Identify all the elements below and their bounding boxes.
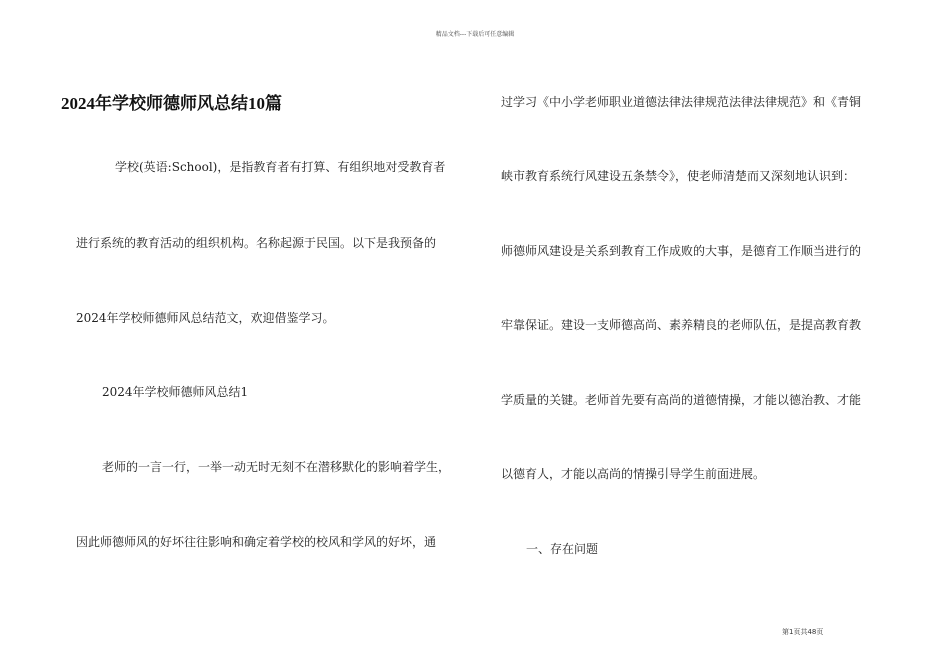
section-heading: 2024年学校师德师风总结1 <box>102 385 249 399</box>
page-number: 第1页共48页 <box>782 628 824 636</box>
paragraph-line: 2024年学校师德师风总结范文，欢迎借鉴学习。 <box>76 311 335 325</box>
paragraph-line: 老师的一言一行，一举一动无时无刻不在潜移默化的影响着学生， <box>102 460 451 474</box>
paragraph-line: 以德育人，才能以高尚的情操引导学生前面进展。 <box>501 467 766 481</box>
paragraph-line: 学校(英语:School)，是指教育者有打算、有组织地对受教育者 <box>115 160 446 174</box>
paragraph-line: 峡市教育系统行风建设五条禁令》，使老师清楚而又深刻地认识到： <box>501 169 856 183</box>
page-header-note: 精品文档---下载后可任意编辑 <box>435 31 515 38</box>
section-heading: 一、存在问题 <box>526 542 599 556</box>
paragraph-line: 学质量的关键。老师首先要有高尚的道德情操，才能以德治教、才能 <box>501 393 862 407</box>
paragraph-line: 过学习《中小学老师职业道德法律法律规范法律法律规范》和《青铜 <box>501 95 862 109</box>
paragraph-line: 进行系统的教育活动的组织机构。名称起源于民国。以下是我预备的 <box>76 236 437 250</box>
paragraph-line: 因此师德师风的好坏往往影响和确定着学校的校风和学风的好坏，通 <box>76 535 437 549</box>
paragraph-line: 师德师风建设是关系到教育工作成败的大事，是德育工作顺当进行的 <box>501 244 862 258</box>
document-title: 2024年学校师德师风总结10篇 <box>61 94 282 113</box>
paragraph-line: 牢靠保证。建设一支师德高尚、素养精良的老师队伍，是提高教育教 <box>501 318 862 332</box>
